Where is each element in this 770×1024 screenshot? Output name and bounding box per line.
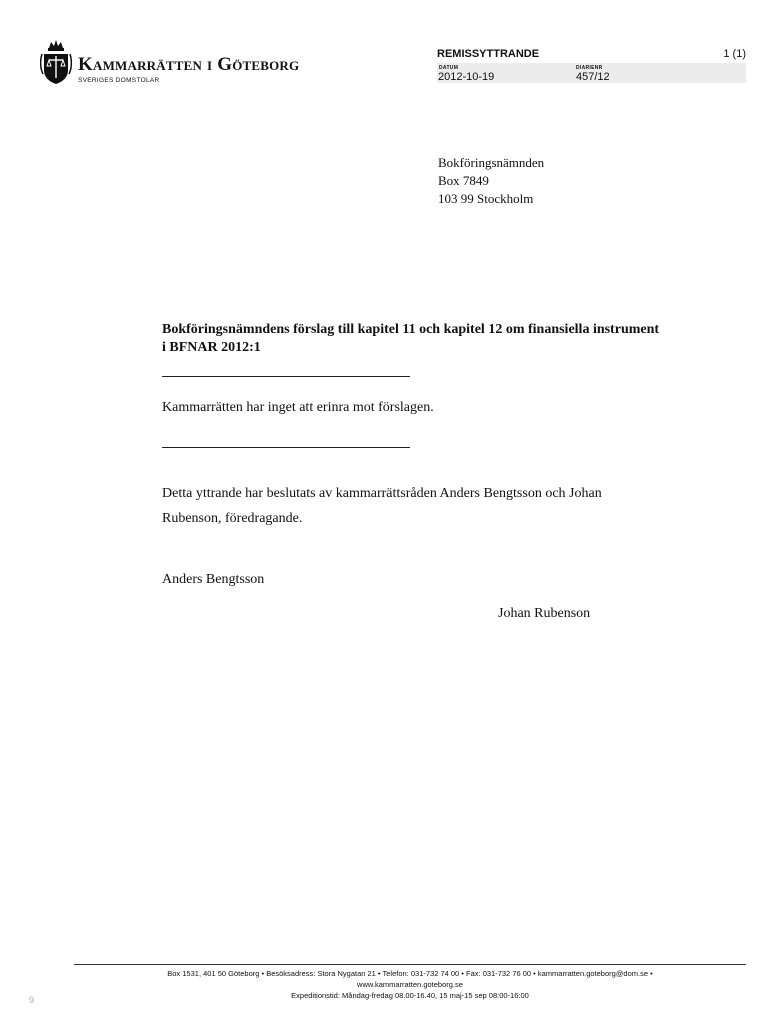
court-subtitle: SVERIGES DOMSTOLAR [78,77,160,84]
footer-divider [74,964,746,965]
court-name: Kammarrätten i Göteborg [78,54,300,75]
recipient-name: Bokföringsnämnden [438,155,545,170]
divider-line [162,376,410,377]
case-number-label: DIARIENR [576,65,603,71]
footer-website: www.kammarratten.goteborg.se [357,980,463,989]
corner-mark: 9 [29,995,35,1005]
signature-first: Anders Bengtsson [162,572,265,587]
recipient-address [438,154,544,208]
divider-line [162,447,410,448]
date-label: DATUM [439,65,459,71]
recipient-city: 103 99 Stockholm [438,191,534,206]
footer-contact-line: Box 1531, 401 50 Göteborg • Besöksadress: Stora Nygatan 21 • Telefon: 031-732 74 00 • Fax: 031-732 76 00 • kammarratten.goteborg@dom.se • [167,969,653,978]
statement-paragraph: Kammarrätten har inget att erinra mot förslagen. [162,400,434,415]
footer-hours: Expeditionstid: Måndag-fredag 08.00-16.40, 15 maj-15 sep 08:00-16:00 [291,991,529,1000]
footer [74,968,746,1001]
document-type: REMISSYTTRANDE [437,48,540,60]
recipient-box: Box 7849 [438,173,489,188]
signature-second: Johan Rubenson [498,606,591,621]
court-logo [40,38,340,88]
date-value: 2012-10-19 [438,71,495,83]
page-number: 1 (1) [723,48,746,60]
decision-paragraph: Detta yttrande har beslutats av kammarrättsråden Anders Bengtsson och Johan Rubenson, föredragande. [162,486,602,526]
subject-heading: Bokföringsnämndens förslag till kapitel 11 och kapitel 12 om finansiella instrument i BFNAR 2012:1 [162,322,660,355]
crown-emblem-icon [40,38,72,86]
case-number-value: 457/12 [576,71,610,83]
